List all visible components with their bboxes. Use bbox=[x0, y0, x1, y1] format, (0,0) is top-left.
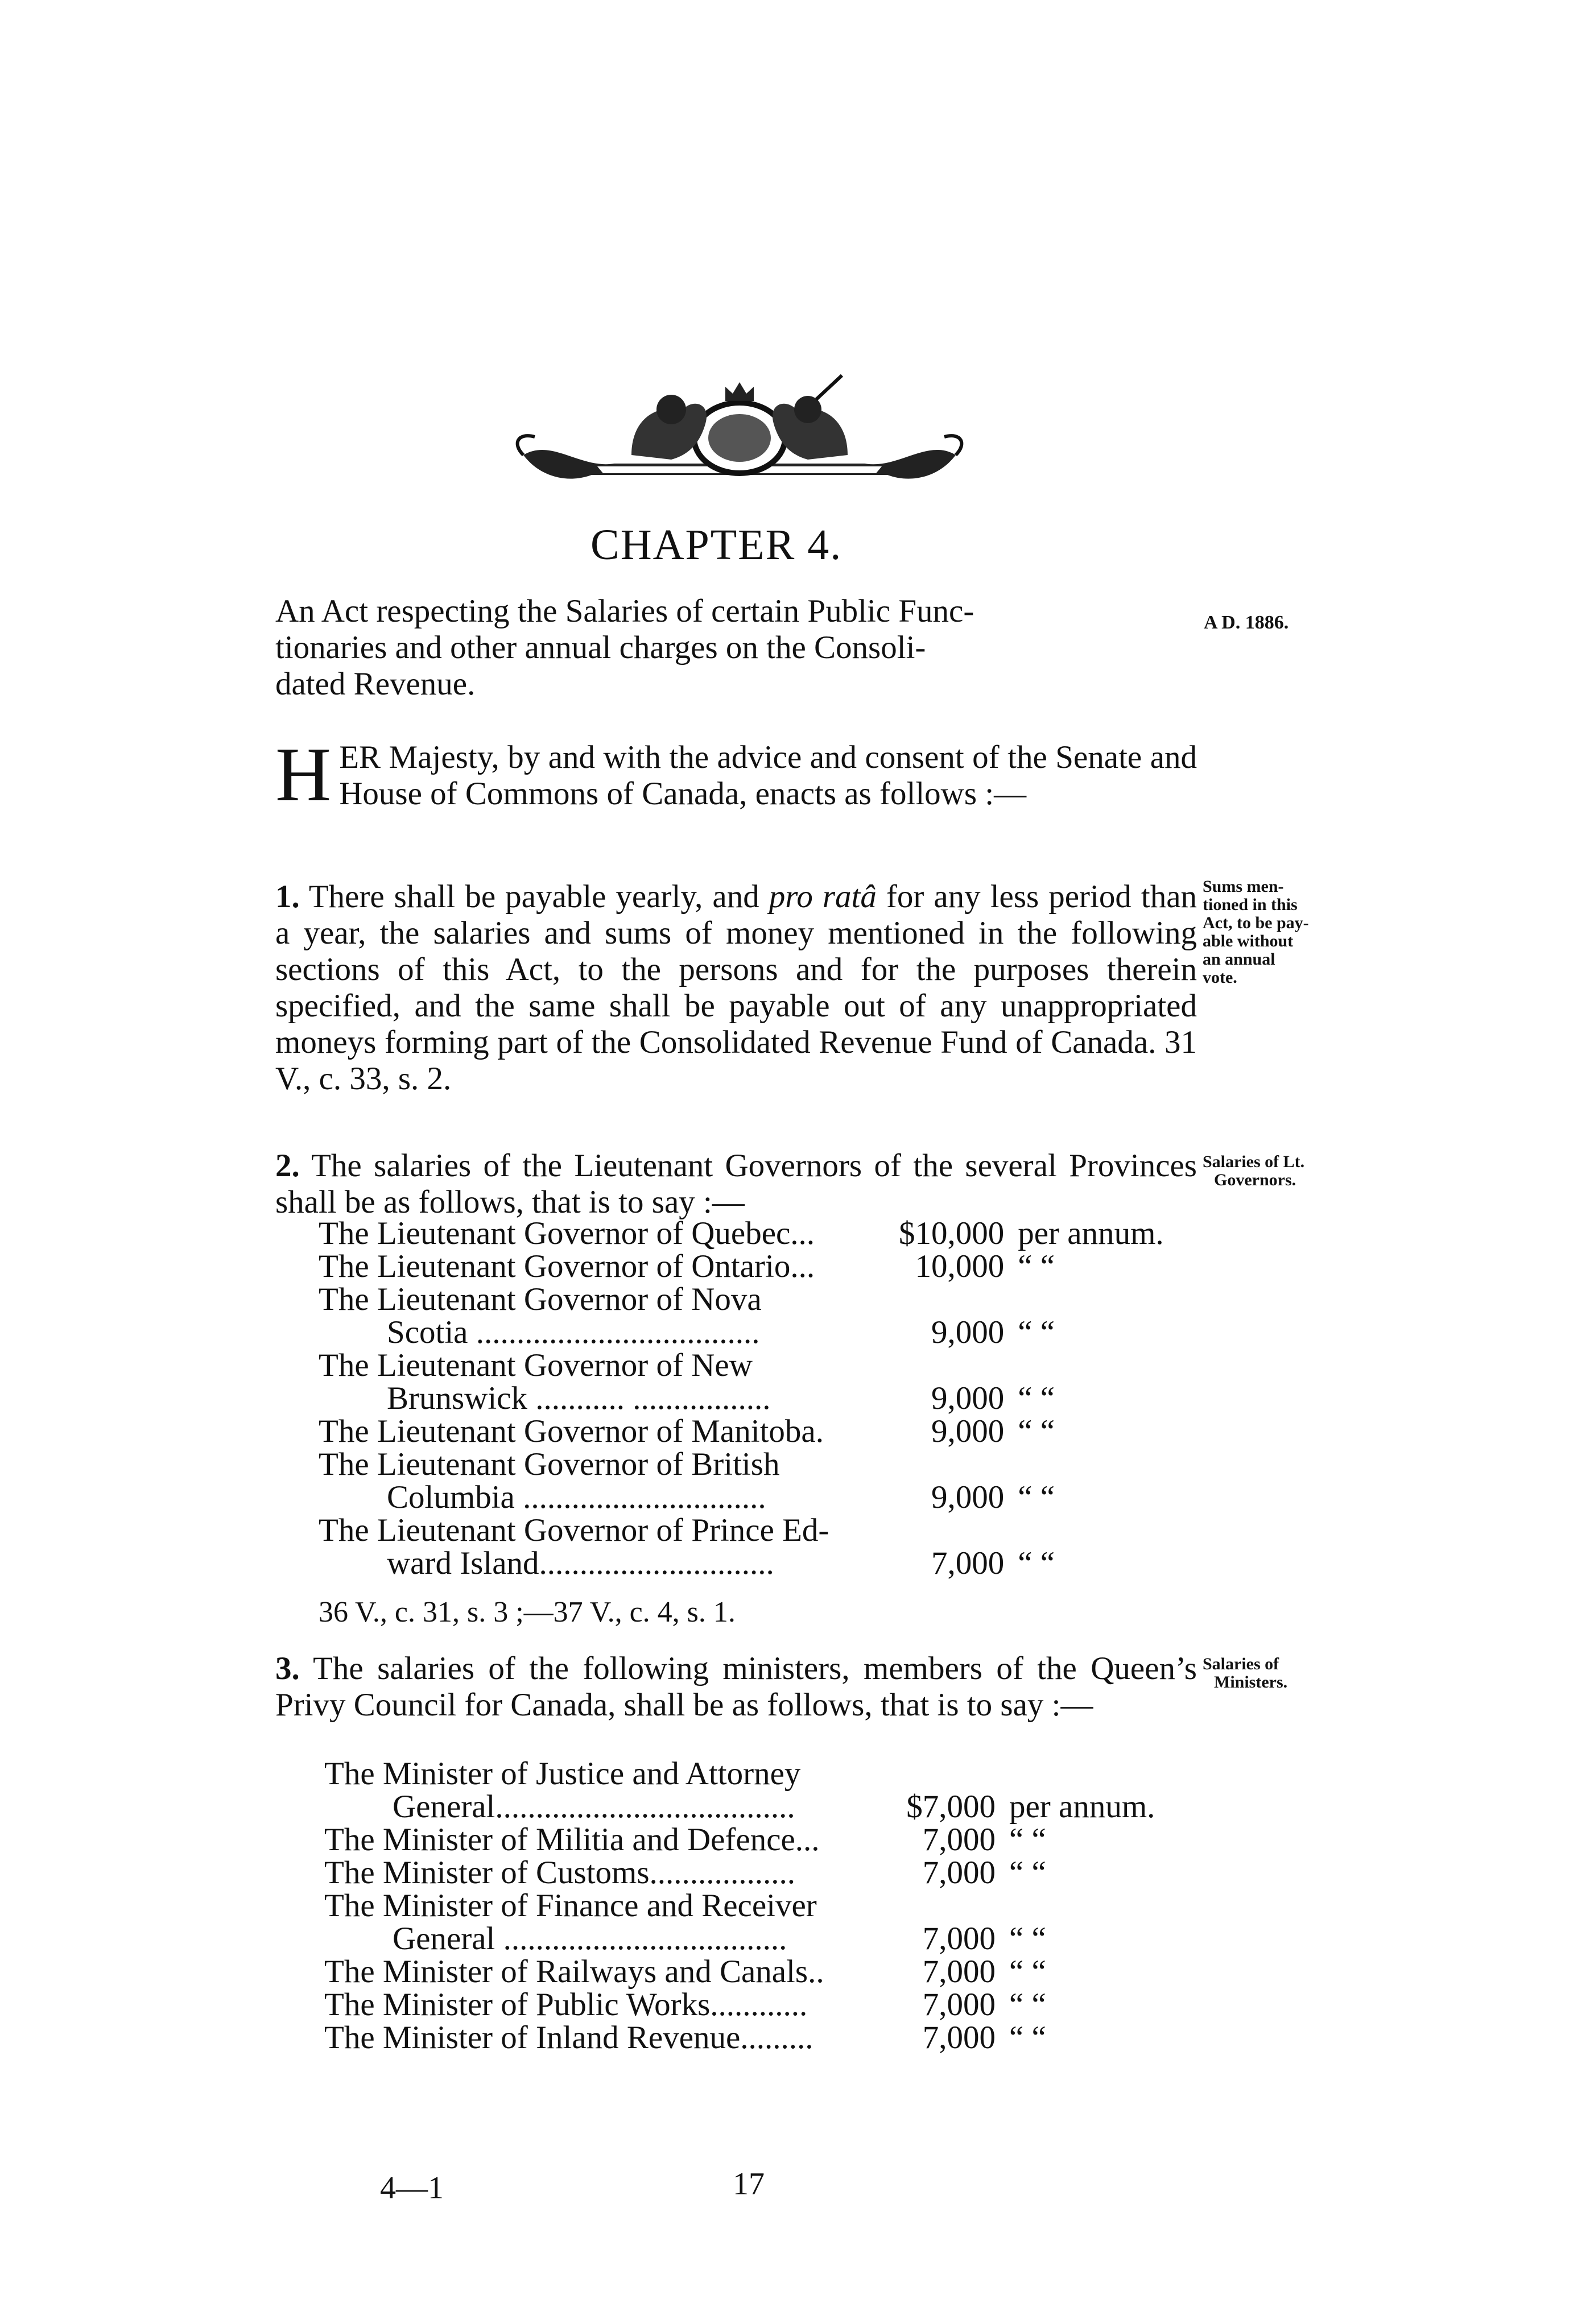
office-name-line: The Lieutenant Governor of Prince Ed- bbox=[319, 1512, 829, 1548]
office-name-continuation: General ................................... bbox=[393, 1921, 787, 1957]
salary-period: per annum. bbox=[1009, 1789, 1155, 1825]
section-number: 3. bbox=[275, 1651, 300, 1686]
section-text: The salaries of the Lieutenant Governors of the several Provinces shall be as follows, that is to say :— bbox=[275, 1148, 1197, 1220]
margin-note-line: Ministers. bbox=[1214, 1673, 1288, 1692]
office-name bbox=[319, 1349, 899, 1415]
office-name bbox=[319, 1415, 899, 1448]
margin-note-line: able without bbox=[1203, 932, 1294, 950]
salary-period: “ “ bbox=[1009, 1987, 1046, 2023]
office-name-continuation: Columbia .............................. bbox=[387, 1479, 766, 1515]
margin-note-section-1 bbox=[1203, 878, 1309, 987]
office-name-line: The Minister of Militia and Defence... bbox=[324, 1822, 820, 1858]
signature-mark: 4—1 bbox=[380, 2170, 444, 2206]
salary-amount: 7,000 bbox=[922, 1921, 996, 1957]
schedule-row bbox=[319, 1217, 1200, 1250]
section-italic-text: pro ratâ bbox=[769, 879, 877, 915]
office-name-line: The Minister of Customs.................. bbox=[324, 1855, 796, 1891]
section-number: 1. bbox=[275, 879, 300, 915]
office-name bbox=[324, 1955, 905, 1988]
section-text: The salaries of the following ministers, members of the Queen’s Privy Council for Canada, shall be as follows, that is to say :— bbox=[275, 1651, 1197, 1723]
office-name bbox=[324, 1856, 905, 1889]
schedule-row bbox=[324, 1758, 1191, 1823]
act-title bbox=[275, 593, 1197, 702]
section-2 bbox=[275, 1148, 1197, 1221]
act-title-line: dated Revenue. bbox=[275, 666, 476, 702]
office-name bbox=[319, 1448, 899, 1514]
salary-amount: 9,000 bbox=[931, 1314, 1005, 1350]
section-text: for any less period than a year, the salaries and sums of money mentioned in the following sections of this Act, to the persons and for the purposes therein specified, and the same shall be payable out of any unappropriated moneys forming part of the Consolidated Revenue Fund of Canada. 31 V., c. 33, s. 2. bbox=[275, 879, 1197, 1097]
schedule-row bbox=[319, 1250, 1200, 1283]
margin-note-line: Sums men- bbox=[1203, 877, 1284, 896]
office-name-line: The Lieutenant Governor of Ontario... bbox=[319, 1248, 815, 1284]
schedule-row bbox=[319, 1283, 1200, 1349]
office-name-line: The Minister of Justice and Attorney bbox=[324, 1756, 801, 1792]
chapter-heading: CHAPTER 4. bbox=[590, 521, 843, 569]
office-name-continuation: Scotia ................................... bbox=[387, 1314, 760, 1350]
office-name bbox=[319, 1514, 899, 1580]
salary-amount: 9,000 bbox=[931, 1380, 1005, 1416]
office-name-line: The Lieutenant Governor of Manitoba. bbox=[319, 1413, 824, 1449]
office-name bbox=[324, 1889, 905, 1955]
office-name-line: The Minister of Railways and Canals.. bbox=[324, 1954, 824, 1990]
enacting-text: ER Majesty, by and with the advice and consent of the Senate and House of Commons of Canada, enacts as follows :— bbox=[339, 739, 1197, 812]
salary-amount: 7,000 bbox=[922, 1954, 996, 1990]
salary-period: “ “ bbox=[1018, 1248, 1055, 1284]
office-name-line: The Lieutenant Governor of New bbox=[319, 1347, 753, 1383]
schedule-row bbox=[319, 1349, 1200, 1415]
schedule-row bbox=[324, 1823, 1191, 1856]
salary-period: “ “ bbox=[1018, 1545, 1055, 1581]
section-2-citation: 36 V., c. 31, s. 3 ;—37 V., c. 4, s. 1. bbox=[319, 1596, 736, 1628]
office-name-line: The Lieutenant Governor of British bbox=[319, 1446, 780, 1482]
schedule-row bbox=[319, 1514, 1200, 1580]
office-name bbox=[324, 2021, 905, 2054]
margin-date: A D. 1886. bbox=[1204, 612, 1289, 633]
salary-amount: 7,000 bbox=[922, 1987, 996, 2023]
office-name bbox=[319, 1217, 899, 1250]
schedule-row bbox=[324, 1856, 1191, 1889]
margin-note-line: an annual bbox=[1203, 950, 1275, 969]
salary-amount: $10,000 bbox=[899, 1215, 1005, 1251]
salary-amount: 9,000 bbox=[931, 1479, 1005, 1515]
enacting-clause bbox=[275, 732, 1197, 817]
salary-period: per annum. bbox=[1018, 1215, 1164, 1251]
salary-period: “ “ bbox=[1018, 1314, 1055, 1350]
schedule-row bbox=[324, 1955, 1191, 1988]
schedule-row bbox=[319, 1448, 1200, 1514]
act-title-line: An Act respecting the Salaries of certain Public Func- bbox=[275, 593, 974, 629]
office-name bbox=[324, 1758, 905, 1823]
section-1 bbox=[275, 879, 1197, 1097]
salary-period: “ “ bbox=[1018, 1413, 1055, 1449]
minister-salary-table bbox=[324, 1758, 1191, 2054]
salary-amount: 10,000 bbox=[915, 1248, 1005, 1284]
salary-amount: 7,000 bbox=[922, 1855, 996, 1891]
margin-note-section-2 bbox=[1203, 1153, 1304, 1189]
schedule-row bbox=[324, 1988, 1191, 2021]
salary-period: “ “ bbox=[1009, 1822, 1046, 1858]
salary-period: “ “ bbox=[1009, 1954, 1046, 1990]
salary-period: “ “ bbox=[1009, 1921, 1046, 1957]
schedule-row bbox=[324, 1889, 1191, 1955]
salary-amount: 7,000 bbox=[922, 2020, 996, 2056]
section-text: There shall be payable yearly, and bbox=[299, 879, 769, 915]
office-name-continuation: Brunswick ........... ................. bbox=[387, 1380, 771, 1416]
salary-amount: 9,000 bbox=[931, 1413, 1005, 1449]
salary-period: “ “ bbox=[1018, 1380, 1055, 1416]
salary-period: “ “ bbox=[1018, 1479, 1055, 1515]
office-name bbox=[324, 1988, 905, 2021]
drop-cap: H bbox=[275, 732, 332, 817]
office-name-line: The Minister of Finance and Receiver bbox=[324, 1888, 817, 1924]
office-name bbox=[324, 1823, 905, 1856]
salary-period: “ “ bbox=[1009, 1855, 1046, 1891]
office-name-line: The Lieutenant Governor of Nova bbox=[319, 1281, 762, 1317]
margin-note-line: Salaries of bbox=[1203, 1655, 1279, 1673]
margin-note-line: Governors. bbox=[1214, 1171, 1296, 1189]
schedule-row bbox=[319, 1415, 1200, 1448]
section-3 bbox=[275, 1651, 1197, 1723]
office-name bbox=[319, 1250, 899, 1283]
margin-note-line: tioned in this bbox=[1203, 895, 1298, 914]
margin-note-line: vote. bbox=[1203, 968, 1237, 987]
office-name-line: The Minister of Inland Revenue......... bbox=[324, 2020, 813, 2056]
margin-note-line: Act, to be pay- bbox=[1203, 913, 1309, 932]
salary-amount: 7,000 bbox=[931, 1545, 1005, 1581]
office-name-line: The Lieutenant Governor of Quebec... bbox=[319, 1215, 815, 1251]
royal-crest-image bbox=[501, 370, 978, 506]
margin-note-line: Salaries of Lt. bbox=[1203, 1152, 1305, 1171]
salary-period: “ “ bbox=[1009, 2020, 1046, 2056]
act-title-line: tionaries and other annual charges on the Consoli- bbox=[275, 630, 926, 665]
office-name-continuation: ward Island............................. bbox=[387, 1545, 774, 1581]
schedule-row bbox=[324, 2021, 1191, 2054]
margin-note-section-3 bbox=[1203, 1655, 1287, 1692]
salary-amount: 7,000 bbox=[922, 1822, 996, 1858]
office-name bbox=[319, 1283, 899, 1349]
section-number: 2. bbox=[275, 1148, 300, 1184]
lieutenant-governor-salary-table bbox=[319, 1217, 1200, 1580]
office-name-line: The Minister of Public Works............ bbox=[324, 1987, 808, 2023]
salary-amount: $7,000 bbox=[906, 1789, 996, 1825]
page-number: 17 bbox=[733, 2166, 765, 2202]
office-name-continuation: General..................................... bbox=[393, 1789, 795, 1825]
